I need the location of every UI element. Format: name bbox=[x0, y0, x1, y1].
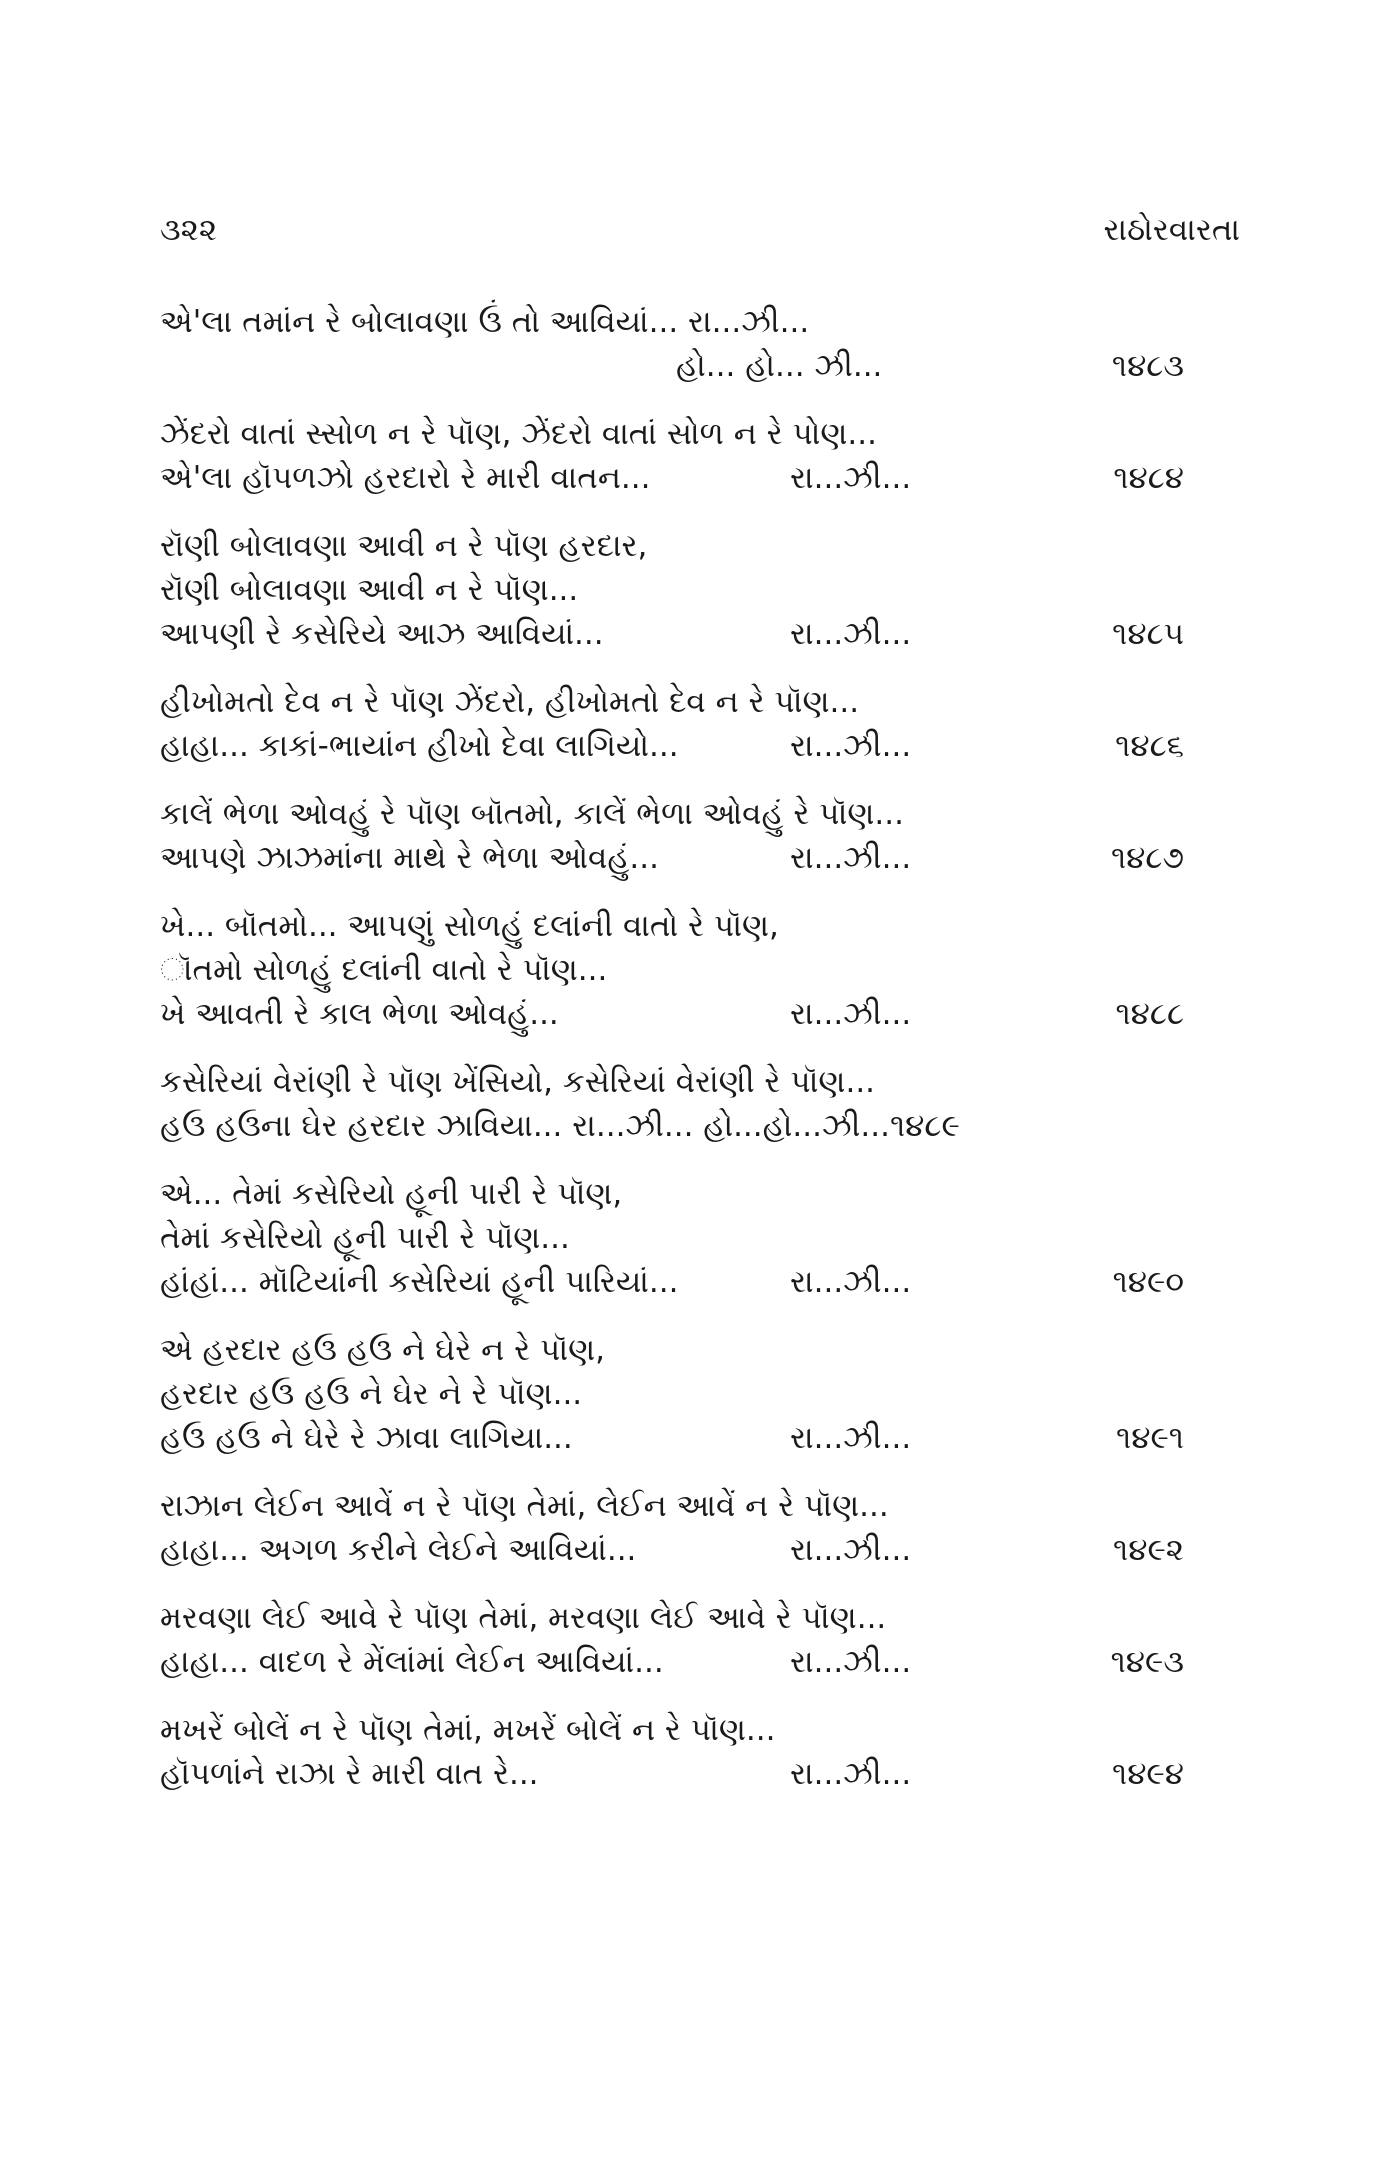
verse-number: ૧૪૮૭ bbox=[1110, 840, 1184, 876]
verse-number: ૧૪૯૧ bbox=[1116, 1420, 1184, 1456]
verse-line bbox=[160, 792, 1240, 836]
verse-line bbox=[160, 1484, 1240, 1528]
verse-line bbox=[160, 992, 1240, 1036]
verse-line bbox=[160, 1328, 1240, 1372]
verse-number: ૧૪૮૫ bbox=[1112, 616, 1184, 652]
verse-number: ૧૪૮૩ bbox=[1111, 348, 1184, 384]
verse-line bbox=[160, 568, 1240, 612]
verse-text: હાહા... અગળ કરીને લેઈને આવિયાં... bbox=[160, 1532, 637, 1568]
stanza bbox=[160, 1484, 1240, 1572]
verse-number: ૧૪૮૬ bbox=[1115, 728, 1184, 764]
verse-line bbox=[160, 300, 1240, 344]
verse-text: રૉણી બોલાવણા આવી ન રે પૉણ હરદાર, bbox=[160, 528, 648, 564]
verse-text: હઉ હઉ ને ઘેરે રે ઝાવા લાગિયા... bbox=[160, 1420, 573, 1456]
verse-text: ખે આવતી રે કાલ ભેળા ઓવહું... bbox=[160, 996, 559, 1032]
refrain-text: રા...ઝી... bbox=[790, 1756, 912, 1792]
refrain-text: રા...ઝી... bbox=[790, 460, 912, 496]
refrain-text: રા...ઝી... bbox=[790, 728, 912, 764]
verse-line bbox=[160, 1596, 1240, 1640]
running-title: રાઠોરવારતા bbox=[1103, 212, 1240, 248]
verse-line bbox=[160, 456, 1240, 500]
verse-text: રાઝાન લેઈન આવેં ન રે પૉણ તેમાં, લેઈન આવેં ન રે પૉણ... bbox=[160, 1488, 889, 1524]
verse-line bbox=[160, 412, 1240, 456]
stanza bbox=[160, 524, 1240, 656]
verse-line bbox=[160, 1416, 1240, 1460]
verse-text: એ'લા તમાંન રે બોલાવણા ઉં તો આવિયાં... રા...ઝી... bbox=[160, 304, 810, 340]
refrain-text: રા...ઝી... bbox=[790, 996, 912, 1032]
verse-number: ૧૪૮૮ bbox=[1115, 996, 1184, 1032]
verse-text: હો... હો... ઝી... bbox=[676, 348, 883, 384]
verse-number: ૧૪૯૩ bbox=[1110, 1644, 1184, 1680]
verse-text: મખરેં બોલેં ન રે પૉણ તેમાં, મખરેં બોલેં ન રે પૉણ... bbox=[160, 1712, 776, 1748]
verse-text: તેમાં કસેરિયો હૂની પારી રે પૉણ... bbox=[160, 1220, 570, 1256]
stanza bbox=[160, 1708, 1240, 1796]
page-header bbox=[160, 212, 1240, 262]
verse-line bbox=[160, 344, 1240, 388]
verse-line bbox=[160, 1104, 1240, 1148]
verse-text: ખે... બૉતમો... આપણું સોળહું દલાંની વાતો રે પૉણ, bbox=[160, 908, 779, 944]
refrain-text: રા...ઝી... bbox=[790, 616, 912, 652]
verse-line bbox=[160, 1172, 1240, 1216]
stanza bbox=[160, 792, 1240, 880]
stanza bbox=[160, 1060, 1240, 1148]
refrain-text: રા...ઝી... bbox=[790, 840, 912, 876]
verse-text: કસેરિયાં વેરાંણી રે પૉણ ખેંસિયો, કસેરિયાં વેરાંણી રે પૉણ... bbox=[160, 1064, 876, 1100]
page-number: ૩૨૨ bbox=[160, 212, 218, 248]
verse-number: ૧૪૮૪ bbox=[1113, 460, 1184, 496]
stanza bbox=[160, 1328, 1240, 1460]
verse-text: એ હરદાર હઉ હઉ ને ઘેરે ન રે પૉણ, bbox=[160, 1332, 605, 1368]
verse-text: આપણી રે કસેરિયે આઝ આવિયાં... bbox=[160, 616, 604, 652]
verse-number: ૧૪૯૨ bbox=[1113, 1532, 1184, 1568]
verse-text: હૉપળાંને રાઝા રે મારી વાત રે... bbox=[160, 1756, 539, 1792]
verse-text: ઝેંદરો વાતાં સ્સોળ ન રે પૉણ, ઝેંદરો વાતાં સોળ ન રે પોણ... bbox=[160, 416, 877, 452]
verse-line bbox=[160, 1060, 1240, 1104]
verse-line bbox=[160, 1528, 1240, 1572]
refrain-text: રા...ઝી... bbox=[790, 1264, 912, 1300]
refrain-text: રા...ઝી... bbox=[790, 1644, 912, 1680]
verse-text: હાંહાં... મૉટિયાંની કસેરિયાં હૂની પારિયાં... bbox=[160, 1264, 679, 1300]
verse-line bbox=[160, 1216, 1240, 1260]
verse-number: ૧૪૯૦ bbox=[1112, 1264, 1184, 1300]
verse-text: મરવણા લેઈ આવે રે પૉણ તેમાં, મરવણા લેઈ આવે રે પૉણ... bbox=[160, 1600, 887, 1636]
verse-text: હાહા... કાકાં-ભાયાંન હીખો દેવા લાગિયો... bbox=[160, 728, 679, 764]
verse-line bbox=[160, 612, 1240, 656]
stanza bbox=[160, 1172, 1240, 1304]
verse-text: ૉતમો સોળહું દલાંની વાતો રે પૉણ... bbox=[160, 952, 608, 988]
stanza bbox=[160, 904, 1240, 1036]
verse-text: હીખોમતો દેવ ન રે પૉણ ઝેંદરો, હીખોમતો દેવ ન રે પૉણ... bbox=[160, 684, 860, 720]
stanza bbox=[160, 1596, 1240, 1684]
stanza bbox=[160, 680, 1240, 768]
verse-text: હઉ હઉના ઘેર હરદાર ઝાવિયા... રા...ઝી... હો...હો...ઝી...૧૪૮૯ bbox=[160, 1108, 960, 1144]
verse-line bbox=[160, 524, 1240, 568]
verse-number: ૧૪૯૪ bbox=[1112, 1756, 1184, 1792]
refrain-text: રા...ઝી... bbox=[790, 1532, 912, 1568]
verse-text: આપણે ઝાઝમાંના માથે રે ભેળા ઓવહું... bbox=[160, 840, 659, 876]
verse-line bbox=[160, 1260, 1240, 1304]
verse-text: હાહા... વાદળ રે મેંલાંમાં લેઈન આવિયાં... bbox=[160, 1644, 664, 1680]
verse-line bbox=[160, 836, 1240, 880]
verse-line bbox=[160, 1708, 1240, 1752]
verse-list bbox=[160, 300, 1240, 1820]
verse-line bbox=[160, 1752, 1240, 1796]
verse-line bbox=[160, 904, 1240, 948]
verse-text: એ'લા હૉપળઝો હરદારો રે મારી વાતન... bbox=[160, 460, 651, 496]
verse-line bbox=[160, 724, 1240, 768]
refrain-text: રા...ઝી... bbox=[790, 1420, 912, 1456]
verse-text: કાલેં ભેળા ઓવહું રે પૉણ બૉતમો, કાલેં ભેળા ઓવહું રે પૉણ... bbox=[160, 796, 904, 832]
verse-text: રૉણી બોલાવણા આવી ન રે પૉણ... bbox=[160, 572, 579, 608]
verse-line bbox=[160, 1372, 1240, 1416]
stanza bbox=[160, 300, 1240, 388]
verse-line bbox=[160, 1640, 1240, 1684]
verse-text: હરદાર હઉ હઉ ને ઘેર ને રે પૉણ... bbox=[160, 1376, 583, 1412]
verse-line bbox=[160, 948, 1240, 992]
verse-line bbox=[160, 680, 1240, 724]
stanza bbox=[160, 412, 1240, 500]
verse-text: એ... તેમાં કસેરિયો હૂની પારી રે પૉણ, bbox=[160, 1176, 623, 1212]
